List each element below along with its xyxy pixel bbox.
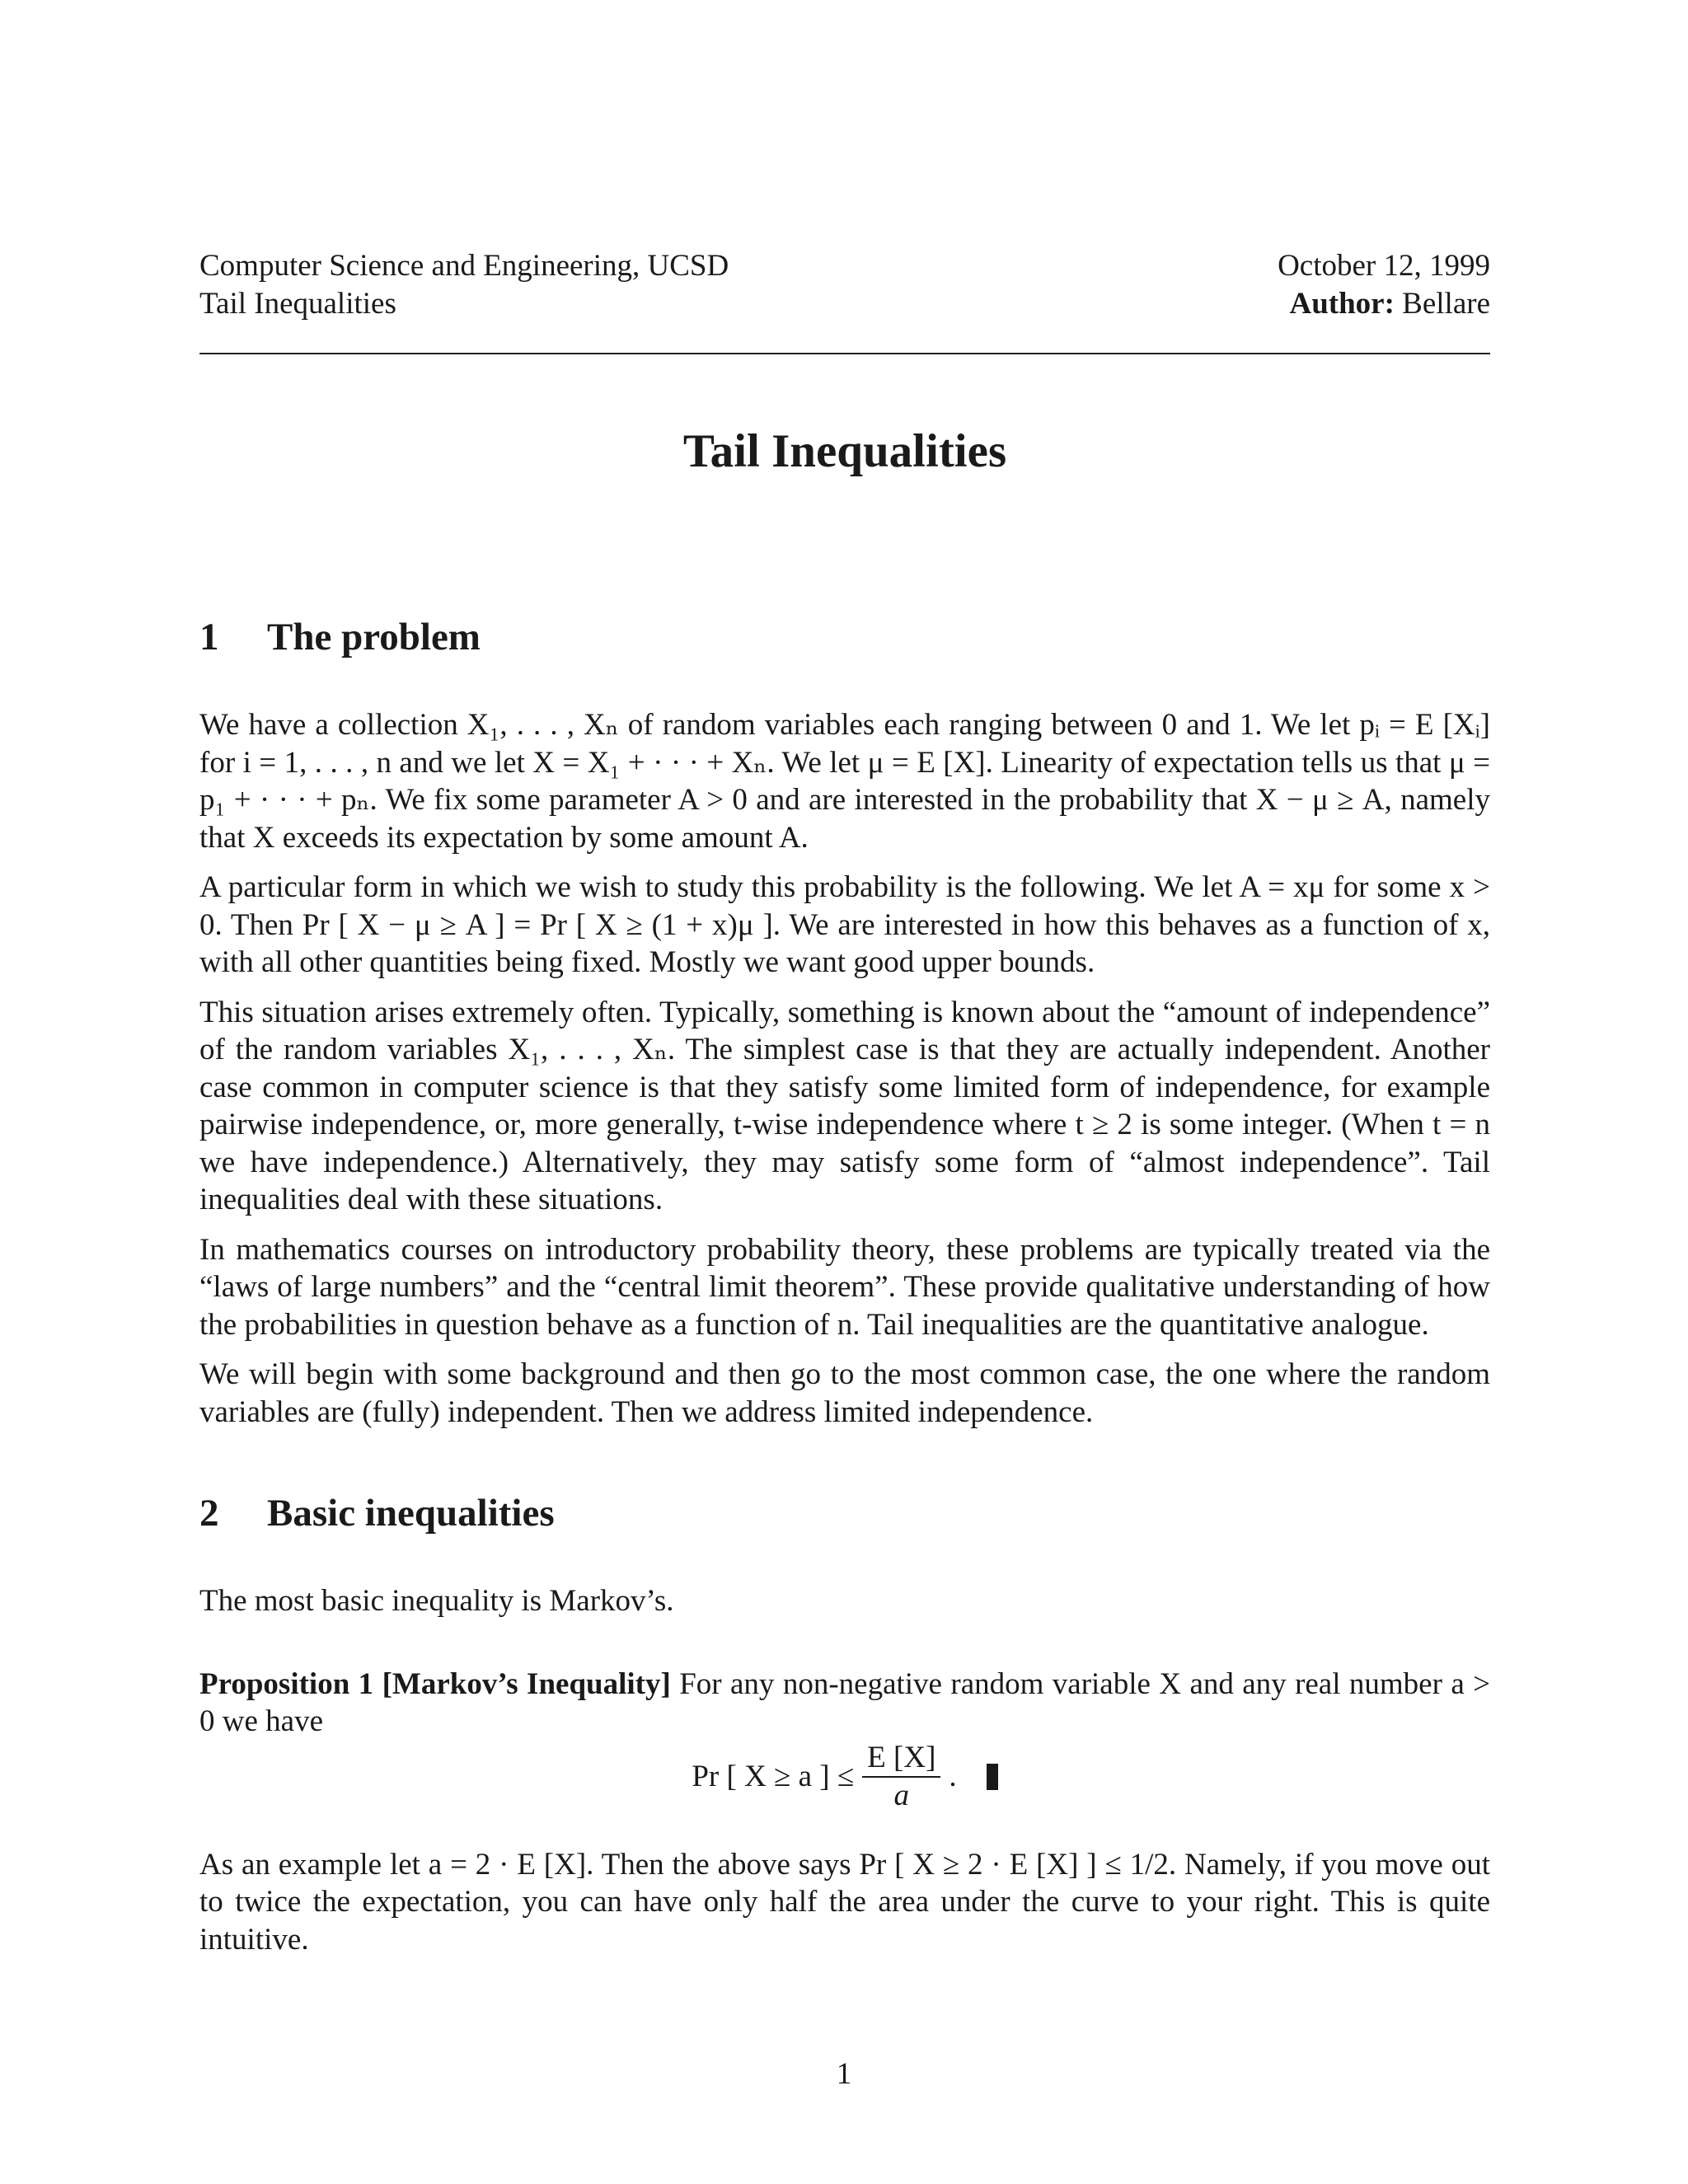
paragraph: We have a collection X₁, . . . , Xₙ of random variables each ranging between 0 and 1. We let pᵢ = E [Xᵢ] for i = 1, . . . , n and we let X = X₁ + · · · + Xₙ. We let μ = E [X]. Linearity of expectation tells us that μ = p₁ + · · · + pₙ. We fix some parameter A > 0 and are interested in the probability that X − μ ≥ A, namely that X exceeds its expectation by some amount A.	[199, 708, 1490, 855]
section-heading	[199, 1490, 1490, 1536]
document-body	[199, 614, 1490, 1971]
header-rule	[199, 353, 1490, 354]
paragraph: This situation arises extremely often. Typically, something is known about the “amount of independence” of the random variables X₁, . . . , Xₙ. The simplest case is that they are actually independent. Another case common in computer science is that they satisfy some limited form of independence, for example pairwise independence, or, more generally, t-wise independence where t ≥ 2 is some integer. (When t = n we have independence.) Alternatively, they may satisfy some form of “almost independence”. Tail inequalities deal with these situations.	[199, 995, 1490, 1216]
fraction-denominator: a	[893, 1778, 910, 1812]
page-number: 1	[836, 2057, 852, 2091]
formula-end: .	[949, 1759, 957, 1793]
paragraph: In mathematics courses on introductory probability theory, these problems are typically treated via the “laws of large numbers” and the “central limit theorem”. These provide qualitative understanding of how the probabilities in question behave as a function of n. Tail inequalities are the quantitative analogue.	[199, 1232, 1490, 1342]
fraction-numerator: E [X]	[862, 1740, 940, 1778]
header-topic: Tail Inequalities	[199, 287, 396, 321]
formula-fraction	[862, 1740, 940, 1814]
proposition-text: For any non-negative random variable X and any real number a > 0 we have	[199, 1666, 1491, 1738]
author-label: Author:	[1289, 287, 1395, 321]
document-title: Tail Inequalities	[682, 425, 1007, 477]
header-date: October 12, 1999	[1278, 249, 1490, 283]
section-number: 1	[199, 616, 219, 658]
qed-box-icon	[987, 1764, 998, 1790]
paragraph: We will begin with some background and then go to the most common case, the one where the random variables are (fully) independent. Then we address limited independence.	[199, 1357, 1490, 1429]
section-title: Basic inequalities	[267, 1492, 555, 1535]
paragraph: As an example let a = 2 · E [X]. Then the above says Pr [ X ≥ 2 · E [X] ] ≤ 1/2. Namely, if you move out to twice the expectation, you can have only half the area under the curve to your right. This is quite intuitive.	[199, 1847, 1490, 1957]
header-institution: Computer Science and Engineering, UCSD	[199, 249, 729, 283]
section-number: 2	[199, 1492, 219, 1535]
proposition-label: Proposition 1 [Markov’s Inequality]	[199, 1666, 671, 1701]
author-name: Bellare	[1402, 287, 1490, 321]
page-header	[199, 247, 1490, 323]
formula-lhs: Pr [ X ≥ a ] ≤	[692, 1759, 855, 1793]
display-formula	[199, 1736, 1490, 1818]
paragraph: The most basic inequality is Markov’s.	[199, 1584, 674, 1618]
section-heading	[199, 614, 1490, 660]
section-title: The problem	[267, 616, 481, 658]
header-author	[1289, 285, 1490, 323]
paragraph: A particular form in which we wish to study this probability is the following. We let A = xμ for some x > 0. Then Pr [ X − μ ≥ A ] = Pr [ X ≥ (1 + x)μ ]. We are interested in how this behaves as a function of x, with all other quantities being fixed. Mostly we want good upper bounds.	[199, 870, 1490, 979]
proposition	[199, 1666, 1490, 1741]
